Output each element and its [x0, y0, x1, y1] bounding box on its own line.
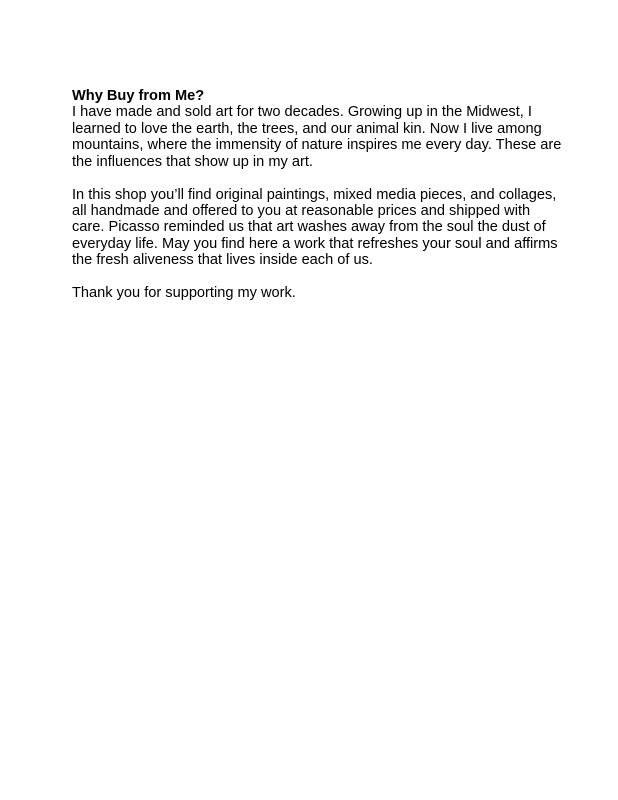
- paragraph-spacer: [72, 170, 562, 187]
- paragraph-shop: In this shop you’ll find original paintings, mixed media pieces, and collages, all handmade and offered to you at reasonable prices and shipped with care. Picasso reminded us that art washes away from the soul the dust of everyday life. May you find here a work that refreshes your soul and affirms the fresh aliveness that lives inside each of us.: [72, 186, 558, 269]
- paragraph-thanks: Thank you for supporting my work.: [72, 285, 296, 302]
- paragraph-intro: I have made and sold art for two decades. Growing up in the Midwest, I learned to love the earth, the trees, and our animal kin. Now I live among mountains, where the immensity of nature inspires me every day. These are the influences that show up in my art.: [72, 104, 562, 170]
- section-heading: Why Buy from Me?: [72, 88, 205, 104]
- document-body: [72, 88, 562, 302]
- paragraph-spacer: [72, 269, 562, 286]
